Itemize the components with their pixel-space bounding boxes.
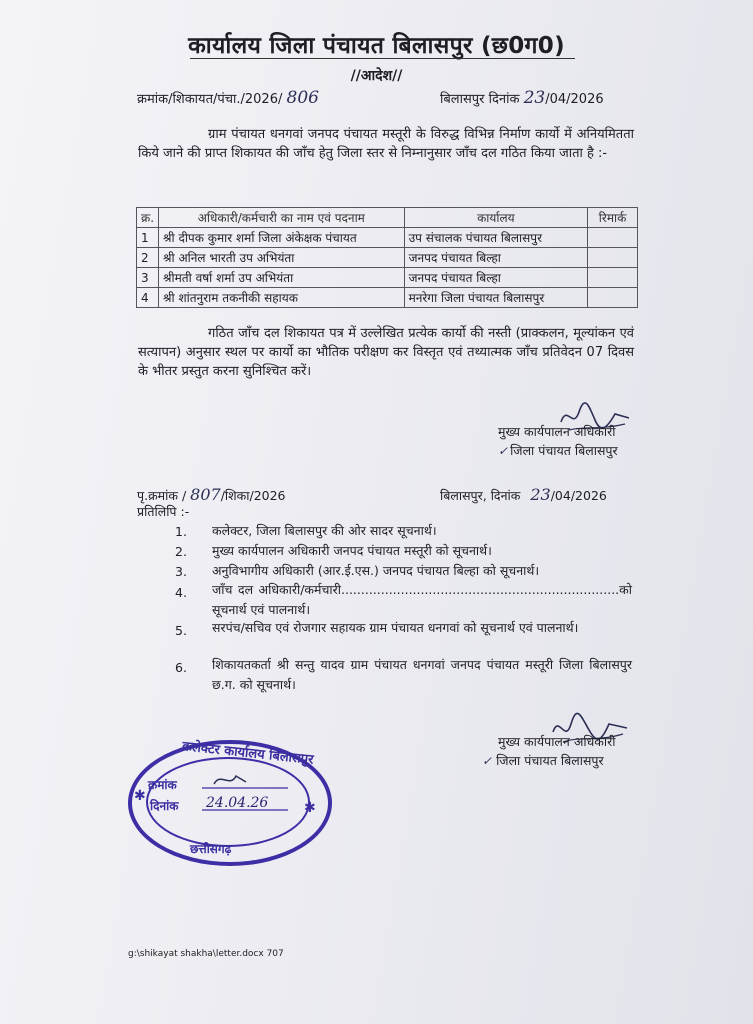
- list-item: सरपंच/सचिव एवं रोजगार सहायक ग्राम पंचायत धनगवां को सूचनार्थ एवं पालनार्थ।: [212, 620, 579, 635]
- stamp-arc-text: कलेक्टर कार्यालय बिलासपुर: [181, 739, 315, 768]
- cell-office: उप संचालक पंचायत बिलासपुर: [404, 228, 588, 248]
- cell-name: श्री दीपक कुमार शर्मा जिला अंकेक्षक पंचायत: [159, 228, 405, 248]
- cell-remark: [588, 228, 638, 248]
- signatory-designation-2: मुख्य कार्यपालन अधिकारी: [498, 734, 616, 749]
- handwritten-ref-number: 806: [286, 88, 319, 108]
- table-header-row: [137, 208, 638, 228]
- stamp-date-label: दिनांक: [150, 799, 179, 813]
- stamp-star-icon: ✱: [304, 800, 316, 816]
- table-row: [137, 248, 638, 268]
- stamp-bottom-text: छत्तीसगढ़: [190, 842, 232, 856]
- cell-name: श्री अनिल भारती उप अभियंता: [159, 248, 405, 268]
- signatory-office-2: ✓ जिला पंचायत बिलासपुर: [482, 753, 604, 768]
- signatory-office-1: ✓ जिला पंचायत बिलासपुर: [498, 443, 618, 458]
- col-header-office: कार्यालय: [404, 208, 588, 228]
- stamp-fill-lines: [200, 770, 290, 814]
- copy-to-label: प्रतिलिपि :-: [137, 504, 190, 519]
- title-underline: [190, 58, 575, 59]
- col-header-name: अधिकारी/कर्मचारी का नाम एवं पदनाम: [159, 208, 405, 228]
- cell-serial: 1: [137, 228, 159, 248]
- col-header-serial: क्र.: [137, 208, 159, 228]
- instruction-paragraph: गठित जाँच दल शिकायत पत्र में उल्लेखित प्रत्येक कार्यो की नस्ती (प्राक्कलन, मूल्यांकन एवं सत्यापन) अनुसार स्थल पर कार्यो का भौतिक परीक्षण कर विस्तृत एवं तथ्यात्मक जाँच प्रतिवेदन 07 दिवस के भीतर प्रस्तुत करना सुनिश्चित करें।: [138, 326, 634, 379]
- order-date: बिलासपुर दिनांक 23/04/2026: [440, 88, 604, 108]
- list-item: शिकायतकर्ता श्री सन्तु यादव ग्राम पंचायत धनगवां जनपद पंचायत मस्तूरी जिला बिलासपुर छ.ग. को सूचनार्थ।: [212, 657, 632, 692]
- col-header-remark: रिमार्क: [588, 208, 638, 228]
- table-row: [137, 268, 638, 288]
- cell-serial: 2: [137, 248, 159, 268]
- stamp-handwritten-date: 24.04.26: [206, 795, 269, 811]
- inquiry-team-table: [136, 207, 638, 308]
- stamp-star-icon: ✱: [134, 788, 146, 804]
- list-item: अनुविभागीय अधिकारी (आर.ई.एस.) जनपद पंचायत बिल्हा को सूचनार्थ।: [212, 563, 540, 578]
- cell-serial: 3: [137, 268, 159, 288]
- handwritten-endorsement-number: 807: [190, 485, 221, 504]
- list-item-number: 2.: [175, 544, 187, 559]
- list-item-number: 1.: [175, 524, 187, 539]
- list-item-number: 3.: [175, 564, 187, 579]
- endorsement-date: बिलासपुर, दिनांक 23/04/2026: [440, 485, 607, 504]
- stamp-number-label: क्रमांक: [148, 778, 177, 792]
- cell-remark: [588, 268, 638, 288]
- cell-name: श्री शांतनुराम तकनीकी सहायक: [159, 288, 405, 308]
- initial-mark-icon: ✓: [498, 444, 509, 458]
- list-item: मुख्य कार्यपालन अधिकारी जनपद पंचायत मस्तूरी को सूचनार्थ।: [212, 543, 492, 558]
- table-row: [137, 288, 638, 308]
- cell-remark: [588, 288, 638, 308]
- signatory-designation-1: मुख्य कार्यपालन अधिकारी: [498, 424, 616, 439]
- cell-office: मनरेगा जिला पंचायत बिलासपुर: [404, 288, 588, 308]
- office-title: कार्यालय जिला पंचायत बिलासपुर (छ0ग0): [188, 33, 565, 59]
- cell-remark: [588, 248, 638, 268]
- reference-number: क्रमांक/शिकायत/पंचा./2026/ 806: [137, 88, 319, 108]
- cell-office: जनपद पंचायत बिल्हा: [404, 268, 588, 288]
- cell-serial: 4: [137, 288, 159, 308]
- list-item: जाँच दल अधिकारी/कर्मचारी......................................................................को सूचनार्थ एवं पालनार्थ।: [212, 582, 632, 617]
- list-item: कलेक्टर, जिला बिलासपुर की ओर सादर सूचनार्थ।: [212, 523, 437, 538]
- handwritten-date-day: 23: [523, 88, 546, 108]
- cell-office: जनपद पंचायत बिल्हा: [404, 248, 588, 268]
- file-path-footer: g:\shikayat shakha\letter.docx 707: [128, 949, 284, 959]
- table-row: [137, 228, 638, 248]
- list-item-number: 5.: [175, 623, 187, 638]
- endorsement-reference: पृ.क्रमांक / 807/शिका/2026: [137, 485, 286, 504]
- intro-paragraph: ग्राम पंचायत धनगवां जनपद पंचायत मस्तूरी के विरुद्ध विभिन्न निर्माण कार्यो में अनियमितता किये जाने की प्राप्त शिकायत की जाँच हेतु जिला स्तर से निम्नानुसार जाँच दल गठित किया जाता है :-: [138, 127, 634, 161]
- list-item-number: 4.: [175, 585, 187, 600]
- cell-name: श्रीमती वर्षा शर्मा उप अभियंता: [159, 268, 405, 288]
- initial-mark-icon: ✓: [482, 754, 493, 768]
- order-label: //आदेश//: [350, 68, 403, 84]
- list-item-number: 6.: [175, 660, 187, 675]
- handwritten-endorsement-day: 23: [530, 485, 551, 504]
